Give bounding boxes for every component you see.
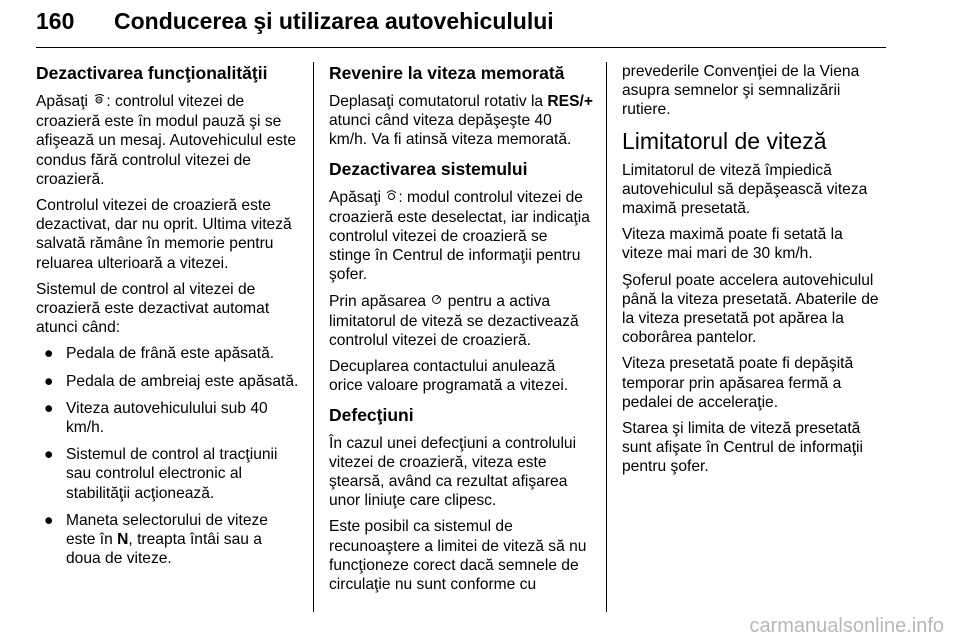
column-middle (329, 62, 593, 601)
heading-faults: Defecţiuni (329, 404, 414, 425)
paragraph-vienna-convention: prevederile Convenţiei de la Viena asupra semnelor şi semnalizării rutiere. (622, 63, 860, 119)
paragraph-limiter-display: Starea şi limita de viteză presetată sunt afişate în Centrul de informaţii pentru şofer. (622, 420, 863, 476)
bullet: ● (44, 511, 54, 529)
list-item: ● Pedala de frână este apăsată. (44, 345, 275, 363)
heading-deactivate-function: Dezactivarea funcţionalităţii (36, 63, 268, 83)
header-rule (36, 47, 886, 48)
watermark: carmanualsonline.info (749, 615, 944, 637)
paragraph-cruise-off: Apăsaţi : modul controlul vitezei de croazieră este deselectat, iar indicaţia controlul vitezei de croazieră se stinge în Centrul de informaţii pentru şofer. (329, 188, 590, 284)
paragraph-limiter-intro: Limitatorul de viteză împiedică autovehiculul să depăşească viteza maximă presetată. (622, 161, 868, 218)
paragraph-deactivated-not-off: Controlul vitezei de croazieră este dezactivat, dar nu oprit. Ultima viteză salvată rămâne în memorie pentru reluarea ulterioară a vitezei. (36, 197, 292, 272)
paragraph-limiter-override: Viteza presetată poate fi depăşită temporar prin apăsarea fermă a pedalei de acceleraţie. (622, 355, 854, 411)
deactivation-list (36, 344, 300, 568)
res-plus-label: RES/+ (547, 93, 593, 110)
list-item: ● Pedala de ambreiaj este apăsată. (44, 372, 299, 390)
chapter-title: Conducerea şi utilizarea autovehiculului (114, 8, 554, 34)
bullet: ● (44, 345, 54, 363)
bullet: ● (44, 372, 54, 390)
list-item: ● Sistemul de control al tracţiunii sau controlul electronic al stabilităţii acţionează. (44, 446, 278, 502)
bullet: ● (44, 446, 54, 464)
list-item: ● Viteza autovehiculului sub 40 km/h. (44, 399, 268, 437)
paragraph-ignition-off: Decuplarea contactului anulează orice valoare programată a vitezei. (329, 358, 569, 395)
column-right (622, 62, 886, 484)
column-divider (606, 62, 607, 612)
paragraph-auto-deactivate: Sistemul de control al vitezei de croazieră este dezactivat automat atunci când: (36, 280, 270, 337)
page-number: 160 (36, 8, 75, 34)
paragraph-resume: Deplasaţi comutatorul rotativ la RES/+ atunci când viteza depăşeşte 40 km/h. Va fi atinsă viteza memorată. (329, 93, 593, 149)
page-header (36, 6, 886, 44)
paragraph-pause: Apăsaţi : controlul vitezei de croazieră este în modul pauză şi se afişează un mesaj. Autovehiculul este condus fără controlul vitezei de croazieră. (36, 93, 297, 188)
heading-speed-limiter: Limitatorul de viteză (622, 127, 827, 154)
bullet: ● (44, 399, 54, 417)
paragraph-limiter-downhill: Şoferul poate accelera autovehiculul până la viteza presetată. Abaterile de la viteza presetată pot apărea la coborârea pantelor. (622, 271, 879, 347)
heading-resume-speed: Revenire la viteza memorată (329, 63, 565, 83)
paragraph-sign-recognition: Este posibil ca sistemul de recunoaştere a limitei de viteză să nu funcţioneze corect dacă semnele de circulaţie nu sunt conforme cu (329, 518, 587, 594)
speed-limiter-icon (430, 293, 443, 312)
column-divider (313, 62, 314, 612)
paragraph-fault: În cazul unei defecţiuni a controlului vitezei de croazieră, viteza este ştearsă, având ca rezultat afişarea unor liniuţe care clipesc. (329, 434, 577, 510)
list-item: ● Maneta selectorului de viteze este în N, treapta întâi sau a doua de viteze. (44, 511, 268, 568)
column-left (36, 62, 300, 576)
paragraph-limiter-min-speed: Viteza maximă poate fi setată la viteze mai mari de 30 km/h. (622, 226, 843, 263)
heading-deactivate-system: Dezactivarea sistemului (329, 158, 528, 179)
pause-cruise-icon (92, 93, 106, 112)
cruise-off-icon (385, 189, 398, 208)
paragraph-limiter-press: Prin apăsarea pentru a activa limitatorul de viteză se dezactivează controlul vitezei de croazieră. (329, 292, 579, 350)
